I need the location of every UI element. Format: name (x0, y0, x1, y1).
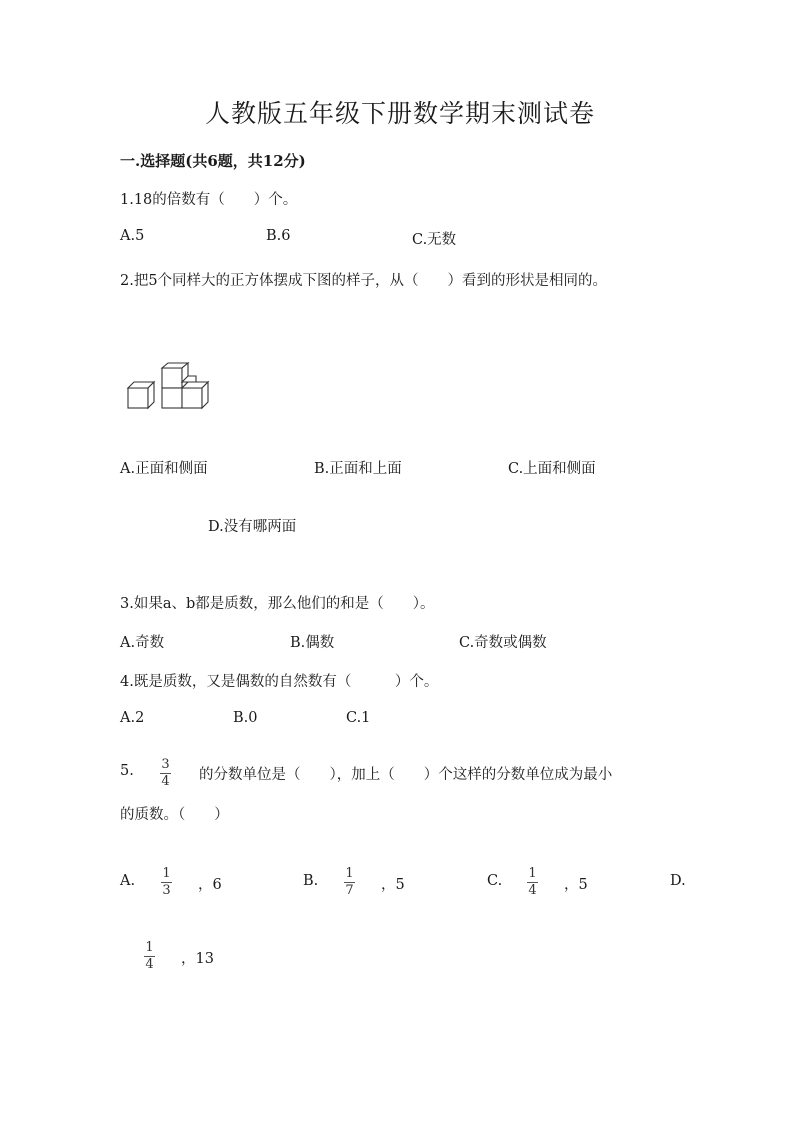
question-5-option-d-tail: ，13 (181, 951, 214, 967)
question-5-stem-line2: 的质数。（ ） (120, 807, 229, 823)
question-5-option-a-tail: ，6 (198, 877, 222, 893)
question-5-option-c-tail: ，5 (564, 877, 588, 893)
option-c-fraction (527, 867, 538, 898)
question-3-option-a: A.奇数 (120, 635, 165, 651)
section-heading: 一.选择题(共6题，共12分) (120, 152, 306, 170)
question-3-option-b: B.偶数 (290, 635, 335, 651)
option-d-fraction (144, 941, 155, 972)
question-3-stem: 3.如果a、b都是质数，那么他们的和是（ ）。 (120, 596, 435, 612)
question-4-stem: 4.既是质数，又是偶数的自然数有（ ）个。 (120, 674, 439, 690)
question-3-option-c: C.奇数或偶数 (459, 635, 547, 651)
question-2-option-d: D.没有哪两面 (208, 519, 297, 535)
question-5-number: 5. (120, 763, 134, 779)
question-1-option-b: B.6 (266, 228, 291, 244)
question-1-stem: 1.18的倍数有（ ）个。 (120, 192, 298, 208)
question-5-stem: 的分数单位是（ ），加上（ ）个这样的分数单位成为最小 (199, 767, 613, 783)
fraction-denominator: 4 (145, 957, 154, 972)
fraction-numerator: 1 (528, 866, 537, 881)
option-a-fraction (161, 867, 172, 898)
question-1-option-c: C.无数 (412, 232, 457, 248)
question-5-option-b-label: B. (303, 873, 319, 889)
fraction-denominator: 4 (528, 883, 537, 898)
question-5-option-c-label: C. (487, 873, 503, 889)
option-b-fraction (344, 867, 355, 898)
cubes-figure (126, 362, 210, 410)
fraction-numerator: 3 (161, 757, 170, 772)
fraction-denominator: 4 (161, 774, 170, 789)
fraction-denominator: 3 (162, 883, 171, 898)
fraction-numerator: 1 (345, 866, 354, 881)
cube-stack-top (162, 368, 182, 388)
question-4-option-a: A.2 (120, 710, 145, 726)
fraction-denominator: 7 (345, 883, 354, 898)
cube-left (128, 388, 148, 408)
question-5-option-d-label: D. (670, 873, 686, 889)
question-5-option-a-label: A. (120, 873, 136, 889)
question-4-option-c: C.1 (346, 710, 371, 726)
page-title: 人教版五年级下册数学期末测试卷 (204, 99, 595, 128)
question-4-option-b: B.0 (233, 710, 258, 726)
question-2-option-b: B.正面和上面 (314, 461, 402, 477)
cube-bottom-1 (162, 388, 182, 408)
question-2-option-c: C.上面和侧面 (508, 461, 596, 477)
fraction-numerator: 1 (145, 940, 154, 955)
question-2-stem: 2.把5个同样大的正方体摆成下图的样子，从（ ）看到的形状是相同的。 (120, 273, 608, 289)
question-5-option-b-tail: ，5 (381, 877, 405, 893)
question-1-option-a: A.5 (120, 228, 145, 244)
question-5-fraction (160, 758, 171, 789)
question-2-option-a: A.正面和侧面 (120, 461, 208, 477)
cube-bottom-2 (182, 388, 202, 408)
fraction-numerator: 1 (162, 866, 171, 881)
